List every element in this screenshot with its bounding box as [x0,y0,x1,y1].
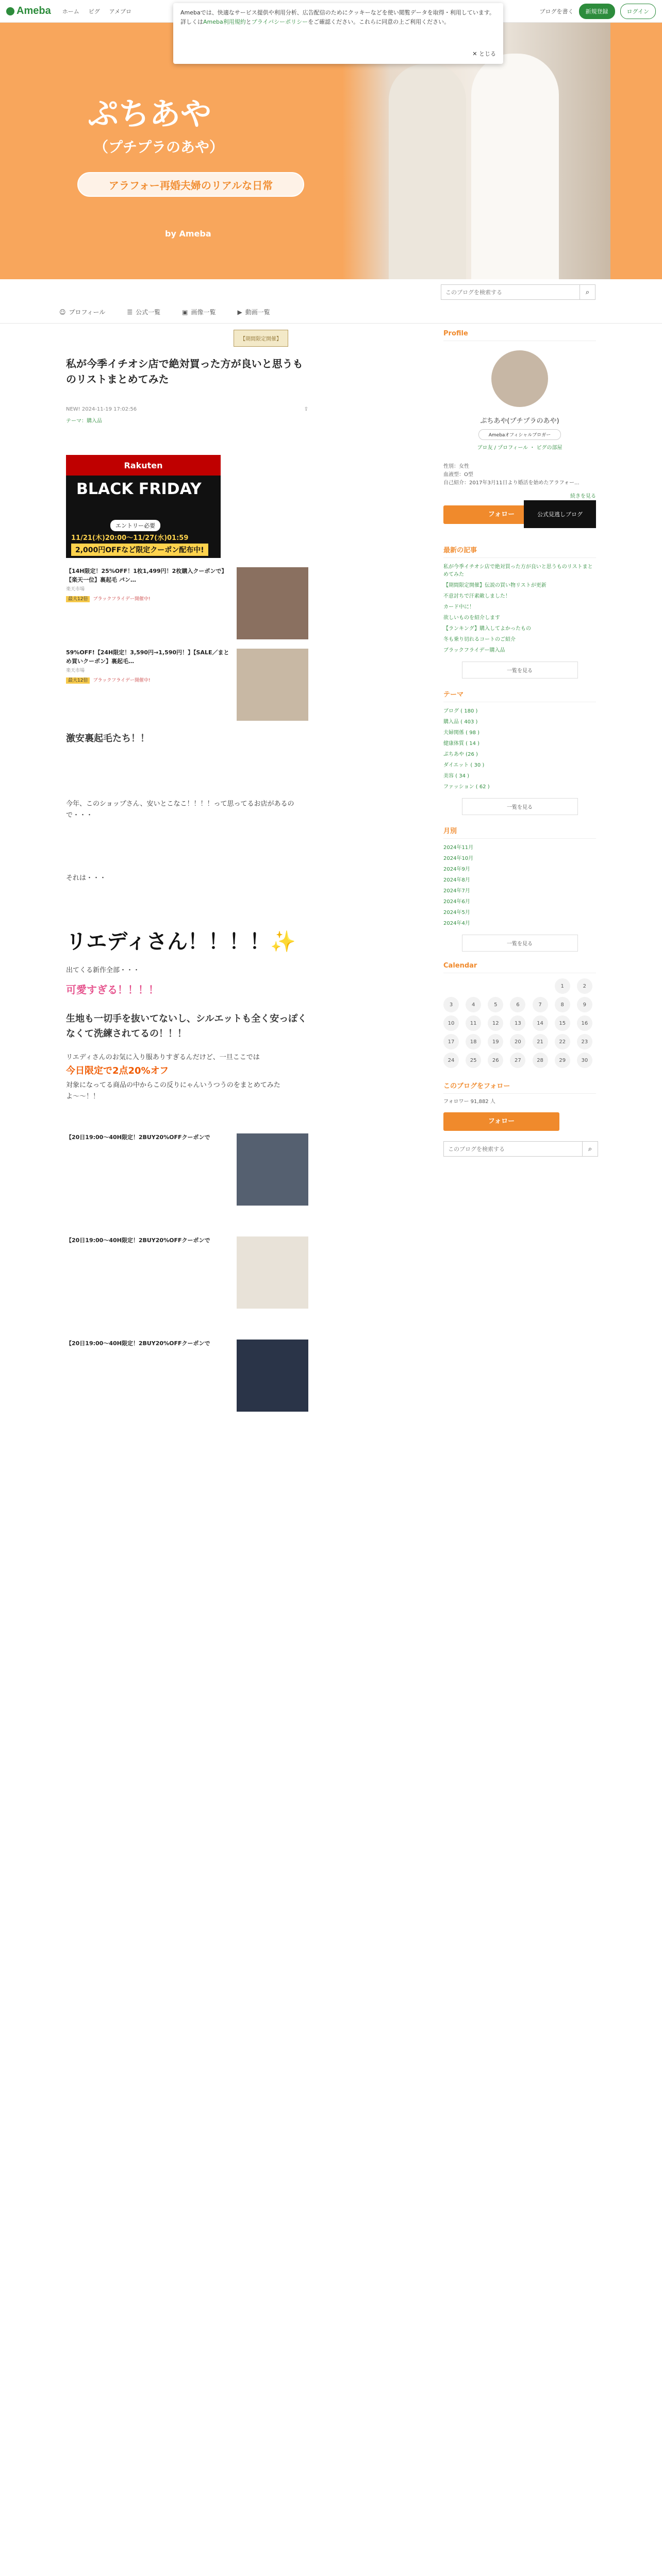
post [66,330,308,1412]
ameba-logo[interactable]: Ameba [6,5,51,17]
calendar-day [443,978,459,994]
list-icon: ☰ [127,308,133,316]
topbar [0,0,662,58]
post-bold: 生地も一切手を抜いてないし、シルエットも全く安っぽくなくて洗練されてるの！！！ [66,1013,307,1039]
calendar-day[interactable]: 13 [510,1015,525,1031]
calendar-day [510,978,525,994]
login-button[interactable]: ログイン [620,4,656,19]
follow-heading: このブログをフォロー [443,1080,596,1094]
calendar-heading: Calendar [443,962,596,973]
follow-button[interactable]: フォロー [443,505,559,524]
archive-item[interactable]: 2024年9月 [443,867,470,872]
privacy-link[interactable]: プライバシーポリシー [251,18,308,25]
calendar-day[interactable]: 3 [443,997,459,1012]
recent-item[interactable]: 私が今季イチオシ店で絶対買った方が良いと思うものリストまとめてみた [443,564,593,578]
theme-item[interactable]: ぷちあや (26 ) [443,752,478,757]
post-highlight: 激安裏起毛たち！！ [66,733,150,744]
calendar-day[interactable]: 12 [488,1015,503,1031]
top-nav [62,7,131,15]
theme-item[interactable]: ブログ ( 180 ) [443,708,478,714]
official-badge: Amebaオフィシャルブロガー [478,429,561,440]
calendar-day[interactable]: 18 [466,1034,481,1049]
product-item[interactable]: 【20日19:00〜40H限定！2BUY20%OFFクーポンで [66,1133,308,1206]
video-icon: ▶ [237,308,242,316]
theme-heading: テーマ [443,689,596,702]
calendar-day[interactable]: 23 [577,1034,592,1049]
product-image[interactable] [237,649,308,721]
calendar-day[interactable]: 1 [555,978,570,994]
terms-link[interactable]: Ameba利用規約 [203,18,246,25]
write-blog-link[interactable]: ブログを書く [539,8,574,15]
product-image[interactable] [237,1236,308,1309]
calendar-day[interactable]: 14 [533,1015,548,1031]
groom-figure [389,64,466,279]
sidebar [443,330,596,1157]
official-blog-banner[interactable]: 公式見逃しブログ [524,500,596,528]
search-icon[interactable]: ⌕ [580,285,595,299]
post-paragraph: リエディさんのお気に入り服ありすぎるんだけど、一旦ここでは [66,1053,260,1061]
calendar-day[interactable]: 29 [555,1053,570,1068]
calendar-day[interactable]: 9 [577,997,592,1012]
calendar-day [488,978,503,994]
calendar-day[interactable]: 15 [555,1015,570,1031]
person-icon: ☺ [59,308,66,316]
calendar-day[interactable]: 7 [533,997,548,1012]
recent-item[interactable]: 不意討ちで汗素敵しました！ [443,594,510,599]
recent-item[interactable]: 冬も乗り切れるコートのご紹介 [443,637,516,642]
post-paragraph: それは・・・ [66,874,107,882]
post-sale: 今日限定で2点20%オフ [66,1065,169,1076]
calendar-day[interactable]: 19 [488,1034,503,1049]
product-image[interactable] [237,1340,308,1412]
blogger-name[interactable]: ぷちあや(プチプラのあや) [480,417,559,425]
recent-heading: 最新の記事 [443,545,596,558]
calendar-day[interactable]: 30 [577,1053,592,1068]
top-nav-home[interactable]: ホーム [62,8,79,15]
calendar-day[interactable]: 11 [466,1015,481,1031]
calendar-day[interactable]: 4 [466,997,481,1012]
calendar-day[interactable]: 5 [488,997,503,1012]
nav-official[interactable]: ☰ 公式一覧 [127,308,161,316]
recent-list [443,563,596,654]
product-item[interactable]: 【20日19:00〜40H限定！2BUY20%OFFクーポンで [66,1236,308,1309]
calendar-day[interactable]: 8 [555,997,570,1012]
archive-item[interactable]: 2024年6月 [443,899,470,905]
post-paragraph: 対象になってる商品の中からこの反りにゃんいうつうのをまとめてみたよ〜〜！！ [66,1081,280,1100]
header-byline: by Ameba [165,229,211,239]
recent-item[interactable]: 【ランキング】購入してよかったもの [443,626,531,632]
calendar-day[interactable]: 20 [510,1034,525,1049]
register-button[interactable]: 新規登録 [579,4,615,19]
archive-heading: 月別 [443,825,596,839]
header-tagline: アラフォー再婚夫婦のリアルな日常 [77,172,304,197]
post-title: 私が今季イチオシ店で絶対買った方が良いと思うものリストまとめてみた [66,358,303,385]
archive-item[interactable]: 2024年10月 [443,856,474,861]
theme-item[interactable]: ファッション ( 62 ) [443,784,490,790]
avatar[interactable] [491,350,548,407]
recent-item[interactable]: 【期間限定開催】伝説の買い物リストが更新 [443,583,547,588]
recent-see-all[interactable]: 一覧を見る [462,662,578,679]
header-title: ぷちあや [88,96,211,132]
product-image[interactable] [237,1133,308,1206]
campaign-badge[interactable]: 【期間限定開催】 [234,330,288,347]
calendar-day[interactable]: 27 [510,1053,525,1068]
archive-item[interactable]: 2024年11月 [443,845,474,851]
top-right [540,4,656,19]
product-item[interactable]: 【14H限定！25%OFF！1枚1,499円！2枚購入クーポンで】【楽天一位】裏起毛 パン… 楽天市場 最大12倍 ブラックフライデー開催中! [66,567,308,639]
nav-images[interactable]: ▣ 画像一覧 [182,308,216,316]
product-image[interactable] [237,567,308,639]
theme-item[interactable]: 美容 ( 34 ) [443,773,470,779]
archive-item[interactable]: 2024年8月 [443,877,470,883]
theme-item[interactable]: 健康体質 ( 14 ) [443,741,480,747]
theme-item[interactable]: ダイエット ( 30 ) [443,762,485,768]
calendar-day[interactable]: 17 [443,1034,459,1049]
profile-info: 性別：女性 血液型：O型 自己紹介：2017年3月11日より婚活を始めたアラフォー... [443,464,580,486]
recent-item[interactable]: 欲しいものを紹介します [443,615,500,621]
top-nav-pigg[interactable]: ピグ [88,8,100,15]
sidebar-search [443,1141,598,1157]
post-highlight: 可愛すぎる！！！！ [66,983,159,996]
bride-figure [471,54,559,279]
calendar-day[interactable]: 21 [533,1034,548,1049]
calendar-day [533,978,548,994]
sidebar-search-input[interactable] [444,1142,582,1156]
rakuten-ad[interactable]: Rakuten BLACK FRIDAY エントリー必要 11/21(木)20:00〜11/27(水)01:59 2,000円OFFなど限定クーポン配布中! [66,455,221,558]
search-input[interactable] [441,285,580,299]
blog-nav [0,301,662,324]
archive-list [443,844,596,927]
theme-item[interactable]: 夫婦関係 ( 98 ) [443,730,480,736]
share-icon[interactable]: ⇪ [304,406,308,412]
calendar-day[interactable]: 6 [510,997,525,1012]
calendar-day [466,978,481,994]
post-theme[interactable]: テーマ：購入品 [66,418,102,424]
ameba-icon [6,7,14,15]
calendar-day[interactable]: 26 [488,1053,503,1068]
header-subtitle: （プチプラのあや） [94,139,224,156]
recent-item[interactable]: ブラックフライデー購入品 [443,648,505,653]
theme-see-all[interactable]: 一覧を見る [462,798,578,815]
nav-profile[interactable]: ☺ プロフィール [59,308,106,316]
profile-links[interactable]: ブロ友 / プロフィール ・ ピグの部屋 [477,445,562,451]
follow-button-bottom[interactable]: フォロー [443,1112,559,1131]
cookie-close-button[interactable]: ✕ とじる [472,50,496,58]
archive-item[interactable]: 2024年5月 [443,910,470,916]
product-item[interactable]: 【20日19:00〜40H限定！2BUY20%OFFクーポンで [66,1340,308,1412]
image-icon: ▣ [182,308,188,316]
profile-more-link[interactable]: 続きを見る [570,494,596,499]
header-search [441,284,595,300]
profile-heading: Profile [443,330,596,341]
post-meta: NEW! 2024-11-19 17:02:56 ⇪ [66,406,308,412]
top-nav-ameblo[interactable]: アメブロ [109,8,132,15]
calendar-day[interactable]: 22 [555,1034,570,1049]
post-heading: リエディさん！！！！✨ [66,929,296,954]
recent-item[interactable]: カード中に！ [443,604,474,610]
archive-see-all[interactable]: 一覧を見る [462,935,578,952]
post-paragraph: 今年、このショップさん、安いとこなこ！！！！って思ってるお店があるので・・・ [66,800,294,819]
calendar-day[interactable]: 2 [577,978,592,994]
search-icon[interactable]: ⌕ [582,1142,598,1156]
archive-item[interactable]: 2024年4月 [443,921,470,926]
calendar-day[interactable]: 28 [533,1053,548,1068]
follower-count: フォロワー 91,882 人 [443,1099,495,1105]
theme-list [443,707,596,791]
calendar-day[interactable]: 25 [466,1053,481,1068]
archive-item[interactable]: 2024年7月 [443,888,470,894]
calendar [443,978,596,1068]
calendar-day[interactable]: 16 [577,1015,592,1031]
calendar-day[interactable]: 24 [443,1053,459,1068]
product-item[interactable]: 59%OFF!【24H限定！3,590円→1,590円！】【SALE／まとめ買いクーポン】裏起毛… 楽天市場 最大12倍 ブラックフライデー開催中! [66,649,308,721]
theme-item[interactable]: 購入品 ( 403 ) [443,719,478,725]
nav-videos[interactable]: ▶ 動画一覧 [237,308,270,316]
calendar-day[interactable]: 10 [443,1015,459,1031]
post-paragraph: 出てくる新作全部・・・ [66,966,140,974]
cookie-banner: Amebaでは、快適なサービス提供や利用分析、広告配信のためにクッキーなどを使い閲覧データを取得・利用しています。詳しくはAmeba利用規約とプライバシーポリシーをご確認ください。これらに同意の上ご利用ください。 ✕ とじる [173,3,503,64]
